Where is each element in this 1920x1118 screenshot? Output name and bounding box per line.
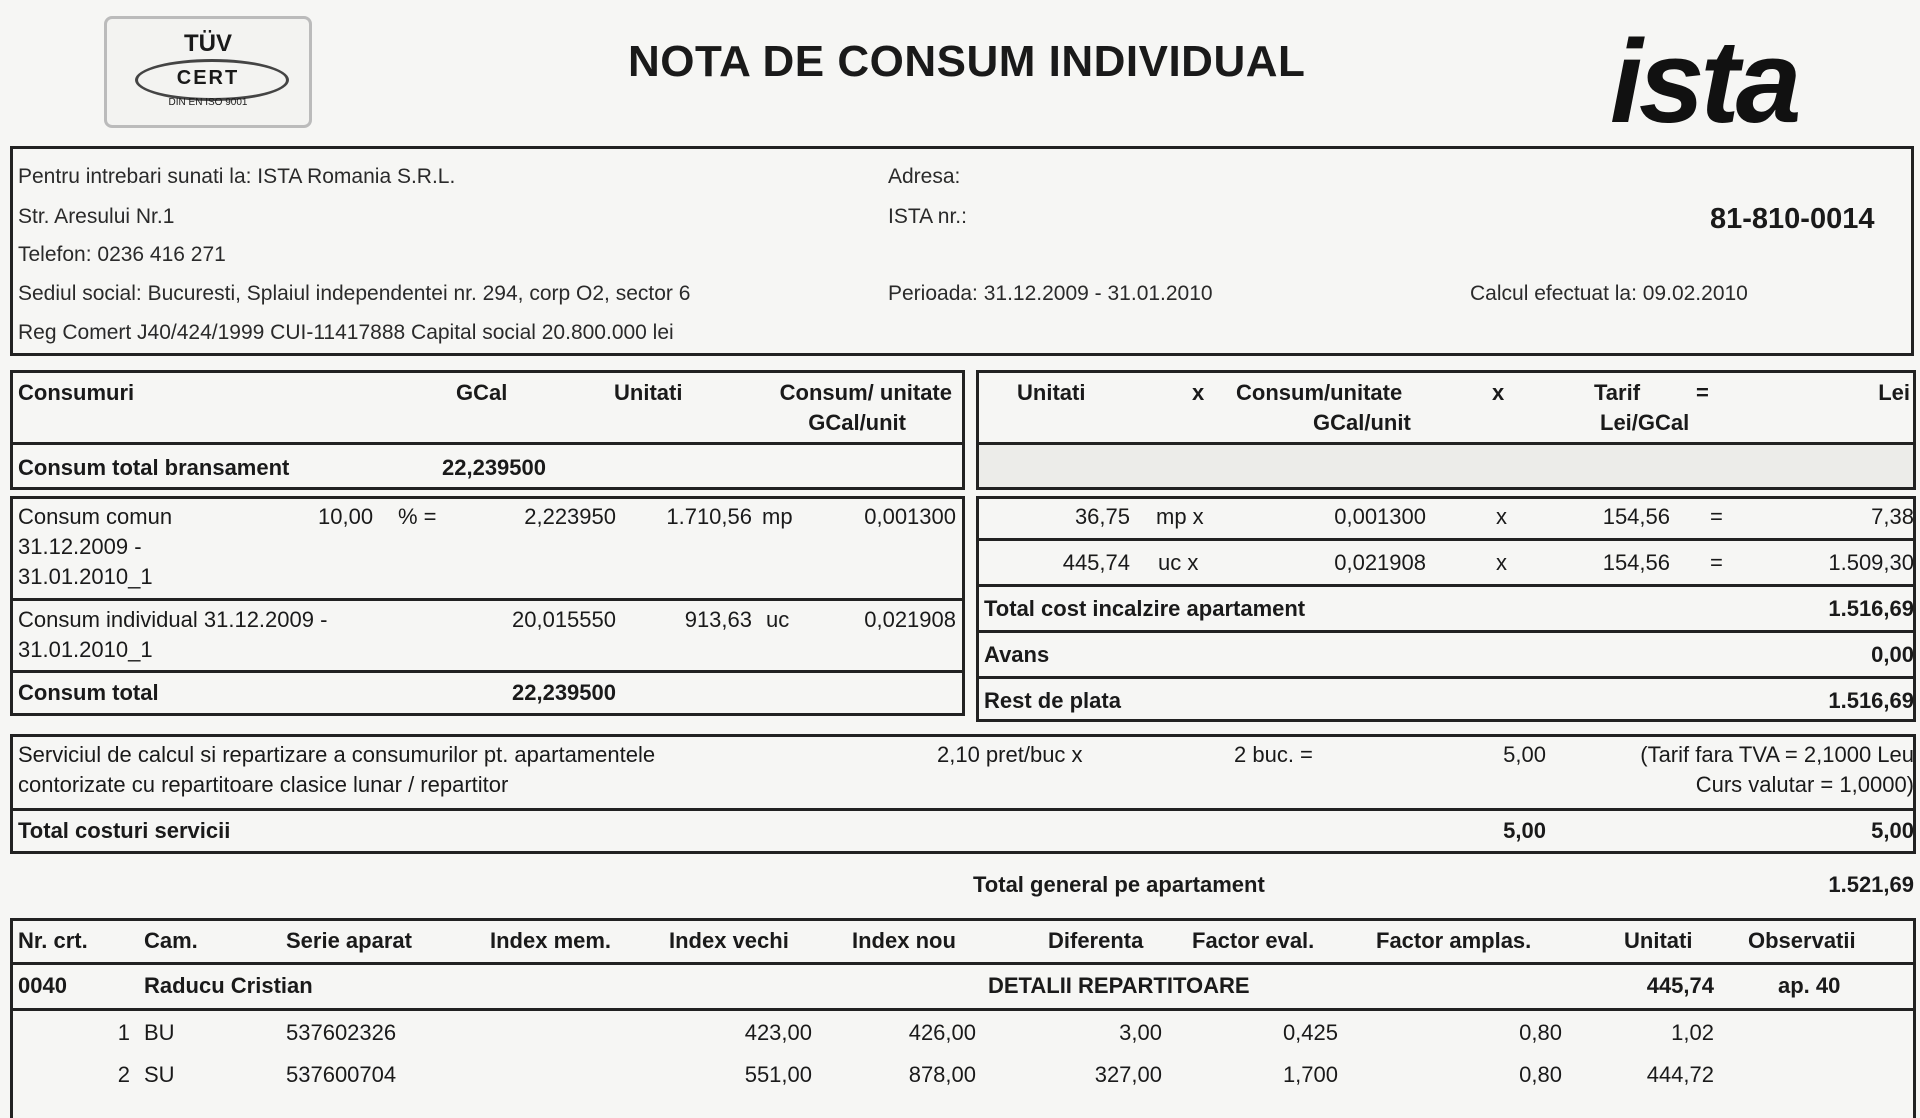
- r1-tarif: 154,56: [1602, 504, 1670, 529]
- row-cam: BU: [144, 1020, 175, 1045]
- row-factor-eval: 0,425: [1282, 1020, 1338, 1045]
- total-bransament-label: Consum total bransament: [18, 455, 290, 480]
- services-description-1: Serviciul de calcul si repartizare a consumurilor pt. apartamentele: [18, 742, 656, 767]
- row-unitati: 444,72: [1646, 1062, 1714, 1087]
- rh-x1: x: [1192, 380, 1205, 405]
- row-nr: 1: [117, 1020, 130, 1045]
- dh-nr-crt: Nr. crt.: [18, 928, 88, 953]
- dh-factor-eval: Factor eval.: [1192, 928, 1315, 953]
- page-title: NOTA DE CONSUM INDIVIDUAL: [628, 37, 1306, 86]
- rh-lei-gcal: Lei/GCal: [1600, 410, 1690, 435]
- row-unitati: 1,02: [1671, 1020, 1714, 1045]
- consum-comun-unitati: 1.710,56: [666, 504, 752, 529]
- dh-serie-aparat: Serie aparat: [286, 928, 412, 953]
- rh-lei: Lei: [1878, 380, 1910, 405]
- r2-x: x: [1496, 550, 1507, 575]
- row-diferenta: 3,00: [1119, 1020, 1162, 1045]
- r1-lei: 7,38: [1871, 504, 1914, 529]
- consum-comun-unit: mp: [762, 504, 793, 529]
- divider: [10, 1008, 1916, 1011]
- tuv-logo-middle-text: CERT: [176, 67, 240, 89]
- consum-comun-consum-unitate: 0,001300: [864, 504, 956, 529]
- ista-nr-label: ISTA nr.:: [888, 205, 967, 228]
- info-street-line: Str. Aresului Nr.1: [18, 205, 175, 228]
- rh-gcal-unit: GCal/unit: [1313, 410, 1411, 435]
- divider: [10, 962, 1916, 965]
- row-cam: SU: [144, 1062, 175, 1087]
- avans-label: Avans: [984, 642, 1050, 667]
- dh-diferenta: Diferenta: [1048, 928, 1144, 953]
- r2-lei: 1.509,30: [1828, 550, 1914, 575]
- col-header-unitati: Unitati: [614, 380, 683, 405]
- col-header-consumuri: Consumuri: [18, 380, 135, 405]
- right-header-strip: [979, 445, 1913, 487]
- row-index-vechi: 423,00: [744, 1020, 812, 1045]
- consum-total-label: Consum total: [18, 680, 159, 705]
- divider: [976, 676, 1916, 679]
- consum-individual-label-2: 31.01.2010_1: [18, 637, 153, 662]
- rh-tarif: Tarif: [1594, 380, 1641, 405]
- consum-comun-label-1: Consum comun: [18, 504, 173, 529]
- info-contact-line: Pentru intrebari sunati la: ISTA Romania S.R.L.: [18, 165, 456, 188]
- info-headquarters-line: Sediul social: Bucuresti, Splaiul independentei nr. 294, corp O2, sector 6: [18, 282, 691, 305]
- row-index-nou: 878,00: [908, 1062, 976, 1087]
- tuv-logo-bottom-text: DIN EN ISO 9001: [168, 97, 248, 108]
- consum-individual-unit: uc: [766, 607, 790, 632]
- adresa-label: Adresa:: [888, 165, 961, 188]
- divider: [10, 670, 965, 673]
- row-factor-amplas: 0,80: [1519, 1062, 1562, 1087]
- total-bransament-value: 22,239500: [442, 455, 546, 480]
- consum-individual-label-1: Consum individual 31.12.2009 -: [18, 607, 328, 632]
- divider: [10, 442, 965, 445]
- total-services-right: 5,00: [1871, 818, 1914, 843]
- row-nr: 2: [117, 1062, 130, 1087]
- consum-comun-percent: 10,00: [318, 504, 374, 529]
- divider: [10, 808, 1916, 811]
- general-total-value: 1.521,69: [1828, 872, 1914, 897]
- owner-unitati: 445,74: [1646, 973, 1714, 998]
- rh-consum-unitate: Consum/unitate: [1236, 380, 1403, 405]
- services-value: 5,00: [1503, 742, 1546, 767]
- dh-unitati: Unitati: [1624, 928, 1693, 953]
- dh-factor-amplas: Factor amplas.: [1376, 928, 1532, 953]
- col-header-consum-unitate: Consum/ unitate: [779, 380, 952, 405]
- divider: [10, 598, 965, 601]
- services-description-2: contorizate cu repartitoare clasice lunar / repartitor: [18, 772, 509, 797]
- consum-individual-unitati: 913,63: [684, 607, 752, 632]
- r1-eq: =: [1710, 504, 1723, 529]
- avans-value: 0,00: [1871, 642, 1914, 667]
- consum-individual-consum-unitate: 0,021908: [864, 607, 956, 632]
- consum-comun-gcal: 2,223950: [524, 504, 616, 529]
- tuv-cert-logo: [104, 16, 312, 128]
- r2-unitati: 445,74: [1062, 550, 1130, 575]
- r2-tarif: 154,56: [1602, 550, 1670, 575]
- r1-x: x: [1496, 504, 1507, 529]
- r1-unitati: 36,75: [1074, 504, 1130, 529]
- info-registry-line: Reg Comert J40/424/1999 CUI-11417888 Capital social 20.800.000 lei: [18, 321, 674, 344]
- total-cost-value: 1.516,69: [1828, 596, 1914, 621]
- rest-de-plata-value: 1.516,69: [1828, 688, 1914, 713]
- owner-observatii: ap. 40: [1778, 973, 1841, 998]
- services-price: 2,10 pret/buc x: [937, 742, 1083, 767]
- ista-nr-value: 81-810-0014: [1710, 203, 1875, 235]
- details-section-title: DETALII REPARTITOARE: [988, 973, 1250, 998]
- dh-index-nou: Index nou: [852, 928, 956, 953]
- r1-consum-unitate: 0,001300: [1334, 504, 1426, 529]
- rh-unitati: Unitati: [1017, 380, 1086, 405]
- services-tarif-note: (Tarif fara TVA = 2,1000 Leu: [1640, 742, 1914, 767]
- ista-logo: ista: [1610, 16, 1798, 148]
- r2-consum-unitate: 0,021908: [1334, 550, 1426, 575]
- owner-apartment-nr: 0040: [18, 973, 67, 998]
- row-index-vechi: 551,00: [744, 1062, 812, 1087]
- calculation-date-text: Calcul efectuat la: 09.02.2010: [1470, 282, 1748, 305]
- consum-individual-gcal: 20,015550: [512, 607, 616, 632]
- consum-comun-percent-sign: % =: [398, 504, 437, 529]
- row-factor-eval: 1,700: [1282, 1062, 1338, 1087]
- row-serie: 537600704: [286, 1062, 397, 1087]
- col-header-gcal: GCal: [456, 380, 508, 405]
- consum-total-value: 22,239500: [512, 680, 616, 705]
- services-curs-note: Curs valutar = 1,0000): [1695, 772, 1914, 797]
- r2-unit: uc x: [1158, 550, 1199, 575]
- info-phone-line: Telefon: 0236 416 271: [18, 243, 226, 266]
- dh-cam: Cam.: [144, 928, 198, 953]
- total-cost-label: Total cost incalzire apartament: [984, 596, 1306, 621]
- consum-comun-label-3: 31.01.2010_1: [18, 564, 153, 589]
- period-text: Perioada: 31.12.2009 - 31.01.2010: [888, 282, 1213, 305]
- general-total-label: Total general pe apartament: [973, 872, 1265, 897]
- row-serie: 537602326: [286, 1020, 397, 1045]
- total-services-label: Total costuri servicii: [18, 818, 231, 843]
- total-services-mid: 5,00: [1503, 818, 1546, 843]
- dh-index-vechi: Index vechi: [669, 928, 789, 953]
- owner-name: Raducu Cristian: [144, 973, 313, 998]
- tuv-logo-top-text: TÜV: [184, 30, 232, 57]
- r1-unit: mp x: [1156, 504, 1204, 529]
- col-header-gcal-unit: GCal/unit: [808, 410, 906, 435]
- row-index-nou: 426,00: [908, 1020, 976, 1045]
- row-factor-amplas: 0,80: [1519, 1020, 1562, 1045]
- rest-de-plata-label: Rest de plata: [984, 688, 1121, 713]
- dh-observatii: Observatii: [1748, 928, 1856, 953]
- rh-eq: =: [1696, 380, 1709, 405]
- divider: [976, 584, 1916, 587]
- dh-index-mem: Index mem.: [490, 928, 612, 953]
- services-quantity: 2 buc. =: [1234, 742, 1313, 767]
- consum-comun-label-2: 31.12.2009 -: [18, 534, 142, 559]
- divider: [976, 630, 1916, 633]
- r2-eq: =: [1710, 550, 1723, 575]
- row-diferenta: 327,00: [1094, 1062, 1162, 1087]
- divider: [976, 538, 1916, 541]
- rh-x2: x: [1492, 380, 1505, 405]
